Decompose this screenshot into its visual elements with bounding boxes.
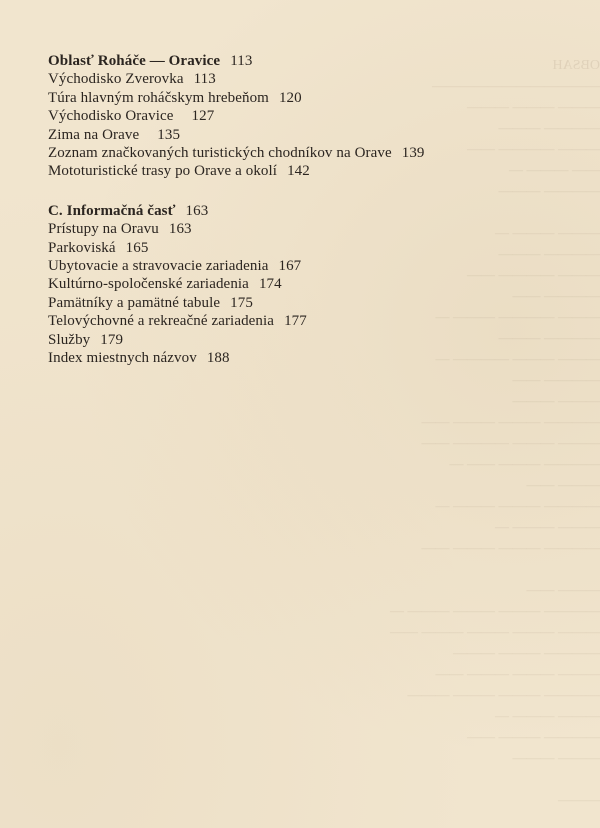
toc-heading-page: 163: [185, 202, 209, 219]
toc-entry[interactable]: [48, 275, 568, 293]
toc-heading-page: 113: [230, 53, 253, 69]
toc-section-heading[interactable]: [48, 202, 568, 220]
toc-entry[interactable]: [48, 239, 568, 257]
toc-entry-page: 120: [278, 89, 302, 106]
toc-entry-title: Parkoviská: [48, 239, 116, 256]
toc-entry-title: Východisko Zverovka: [48, 71, 184, 88]
toc-heading-title: Oblasť Roháče — Oravice: [48, 53, 221, 69]
toc-entry-page: 163: [168, 221, 192, 238]
toc-entry-page: 135: [157, 126, 181, 143]
toc-entry-title: Index miestnych názvov: [48, 350, 197, 367]
toc-entry-page: 142: [287, 163, 310, 180]
toc-entry-page: 175: [230, 294, 253, 311]
toc-entry-title: Ubytovacie a stravovacie zariadenia: [48, 258, 269, 275]
toc-entry-page: 167: [278, 258, 302, 275]
toc-entry[interactable]: [48, 220, 568, 238]
toc-entry-title: Kultúrno-spoločenské zariadenia: [48, 276, 249, 293]
toc-entry-page: 165: [125, 239, 149, 256]
toc-entry-page: 113: [193, 71, 216, 88]
toc-heading-title: C. Informačná časť: [48, 202, 176, 219]
toc-entry-title: Zima na Orave: [48, 126, 140, 143]
toc-entry-page: 188: [206, 350, 230, 367]
toc-section-heading[interactable]: [48, 52, 568, 70]
toc-section-orava: [48, 52, 568, 181]
toc-entry[interactable]: [48, 107, 568, 125]
toc-entry[interactable]: [48, 294, 568, 312]
toc-entry-page: 174: [258, 276, 282, 293]
toc-section-informacna-cast: [48, 202, 568, 368]
toc-entry[interactable]: [48, 331, 568, 349]
toc-entry-title: Východisko Oravice: [48, 108, 174, 125]
toc-entry-title: Služby: [48, 331, 91, 348]
reverse-page-bleed-through: OBSAH ———————————— ——— ——— ——— ———— ——— ——— ———— —— —— ——— — ———— ——— ——— ——— — ———— ——— ——— ———— —— ———— —— ——— ———— ——— — ———— ——— ——— ——— ———— — ———— —— ——— ——— ———— ——— ——— —— ——— ——— ———— —— ———— ——— —— — ——— —— ———— ——— ——— — ——— ——— — ———— ——— ——— —— ——— —— ———— ——— ——— ——— — ——— ——— ——— ——— —— ———— ——— ——— ——— ——— ——— —— ———— ——— ——— ——— ——— ——— — ———— ——— —— ——— ——— ———: [390, 58, 600, 808]
toc-entry-page: 177: [284, 313, 307, 330]
toc-entry-page: 139: [401, 145, 425, 162]
toc-entry[interactable]: [48, 144, 568, 162]
toc-entry[interactable]: [48, 89, 568, 107]
toc-entry[interactable]: [48, 70, 568, 88]
toc-entry-title: Zoznam značkovaných turistických chodníkov na Orave: [48, 145, 392, 162]
toc-entry[interactable]: [48, 312, 568, 330]
toc-entry-title: Prístupy na Oravu: [48, 221, 159, 238]
toc-entry[interactable]: [48, 349, 568, 367]
toc-entry[interactable]: [48, 126, 568, 144]
toc-entry-title: Túra hlavným roháčskym hrebeňom: [48, 89, 269, 106]
toc-entry-title: Mototuristické trasy po Orave a okolí: [48, 163, 278, 180]
toc-entry[interactable]: [48, 257, 568, 275]
toc-entry[interactable]: [48, 162, 568, 180]
toc-entry-page: 179: [100, 331, 124, 348]
toc-entry-page: 127: [191, 108, 215, 125]
toc-entry-title: Pamätníky a pamätné tabule: [48, 294, 221, 311]
table-of-contents: [48, 52, 568, 368]
toc-entry-title: Telovýchovné a rekreačné zariadenia: [48, 313, 275, 330]
